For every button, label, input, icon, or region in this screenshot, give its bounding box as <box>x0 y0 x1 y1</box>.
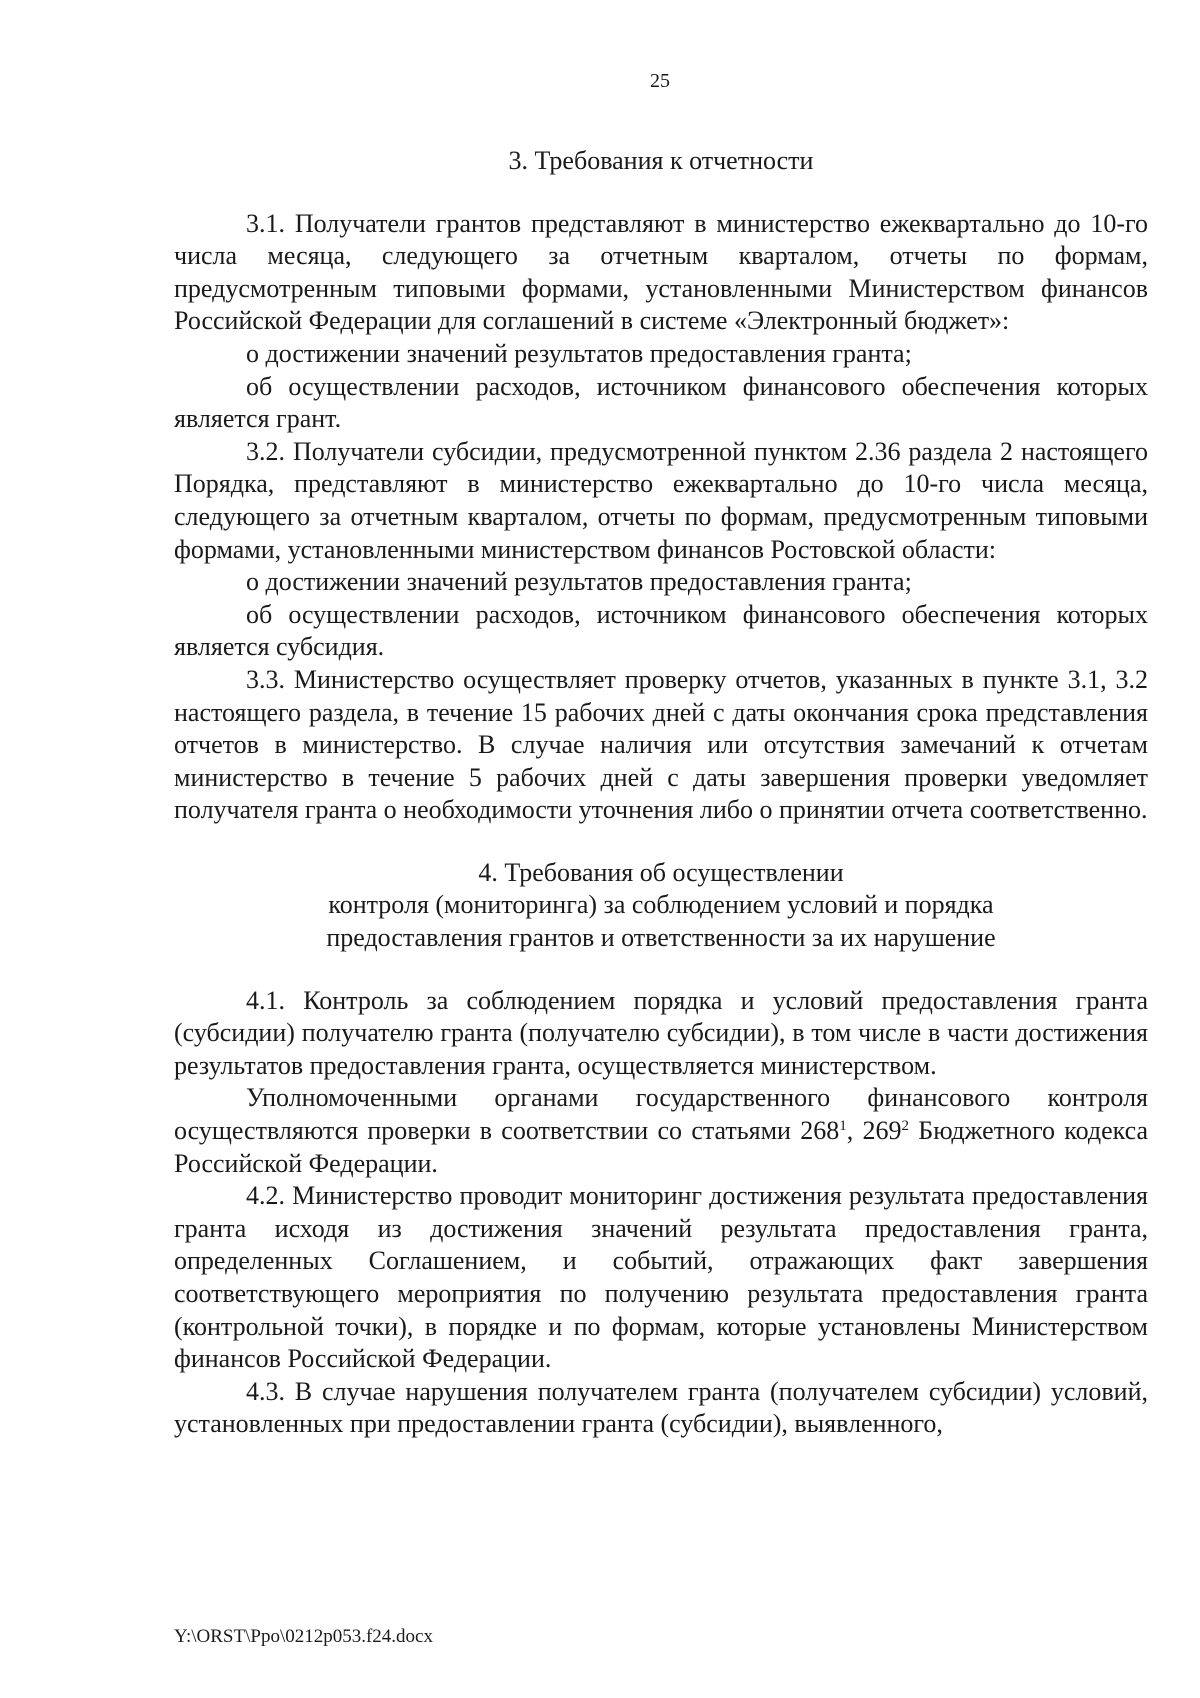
superscript: 2 <box>901 1118 910 1135</box>
section-3-title: 3. Требования к отчетности <box>508 146 814 175</box>
section-4-title-line: контроля (мониторинга) за соблюдением условий и порядка <box>328 890 994 920</box>
paragraph-3-2: 3.2. Получатели субсидии, предусмотренной пунктом 2.36 раздела 2 настоящего Порядка, представляют в министерство ежеквартально до 10-го числа месяца, следующего за отчетным кварталом, отчеты по формам, предусмотренным типовыми формами, установленными министерством финансов Ростовской области: <box>174 436 1148 564</box>
list-item: об осуществлении расходов, источником финансового обеспечения которых является субсидия. <box>174 599 1148 662</box>
paragraph-4-3: 4.3. В случае нарушения получателем гранта (получателем субсидии) условий, установленных при предоставлении гранта (субсидии), выявленного, <box>174 1376 1148 1439</box>
list-item: об осуществлении расходов, источником финансового обеспечения которых является грант. <box>174 371 1148 434</box>
list-item: о достижении значений результатов предоставления гранта; <box>246 338 912 368</box>
text-span: , 269 <box>846 1116 902 1146</box>
page-number: 25 <box>650 70 670 92</box>
text-span: Бюджетного кодекса Российской Федерации. <box>174 1116 1148 1178</box>
section-4-title-line: предоставления грантов и ответственности за их нарушение <box>326 923 996 953</box>
section-4-title <box>174 857 1148 955</box>
paragraph-4-1: 4.1. Контроль за соблюдением порядка и условий предоставления гранта (субсидии) получателю гранта (получателю субсидии), в том числе в части достижения результатов предоставления гранта, осуществляется министерством. <box>174 985 1148 1080</box>
paragraph-4-2: 4.2. Министерство проводит мониторинг достижения результата предоставления гранта исходя из достижения значений результата предоставления гранта, определенных Соглашением, и событий, отражающих факт завершения соответствующего мероприятия по получению результата предоставления гранта (контрольной точки), в порядке и по формам, которые установлены Министерством финансов Российской Федерации. <box>174 1181 1148 1374</box>
list-item: о достижении значений результатов предоставления гранта; <box>246 567 912 597</box>
paragraph-3-1: 3.1. Получатели грантов представляют в министерство ежеквартально до 10-го числа месяца, следующего за отчетным кварталом, отчеты по формам, предусмотренным типовыми формами, установленными Министерством финансов Российской Федерации для соглашений в системе «Электронный бюджет»: <box>174 208 1148 336</box>
superscript: 1 <box>839 1118 847 1135</box>
text-span: Уполномоченными органами государственного финансового контроля осуществляются проверки в соответствии со статьями 268 <box>174 1083 1148 1146</box>
section-4-title-line: 4. Требования об осуществлении <box>478 857 844 887</box>
paragraph-control-bodies <box>174 1082 1148 1180</box>
document-body <box>174 145 1148 1441</box>
file-path-footer: Y:\ORST\Ppo\0212p053.f24.docx <box>174 1626 433 1647</box>
paragraph-3-3: 3.3. Министерство осуществляет проверку отчетов, указанных в пункте 3.1, 3.2 настоящего раздела, в течение 15 рабочих дней с даты окончания срока представления отчетов в министерство. В случае наличия или отсутствия замечаний к отчетам министерство в течение 5 рабочих дней с даты завершения проверки уведомляет получателя гранта о необходимости уточнения либо о принятии отчета соответственно. <box>174 664 1148 825</box>
